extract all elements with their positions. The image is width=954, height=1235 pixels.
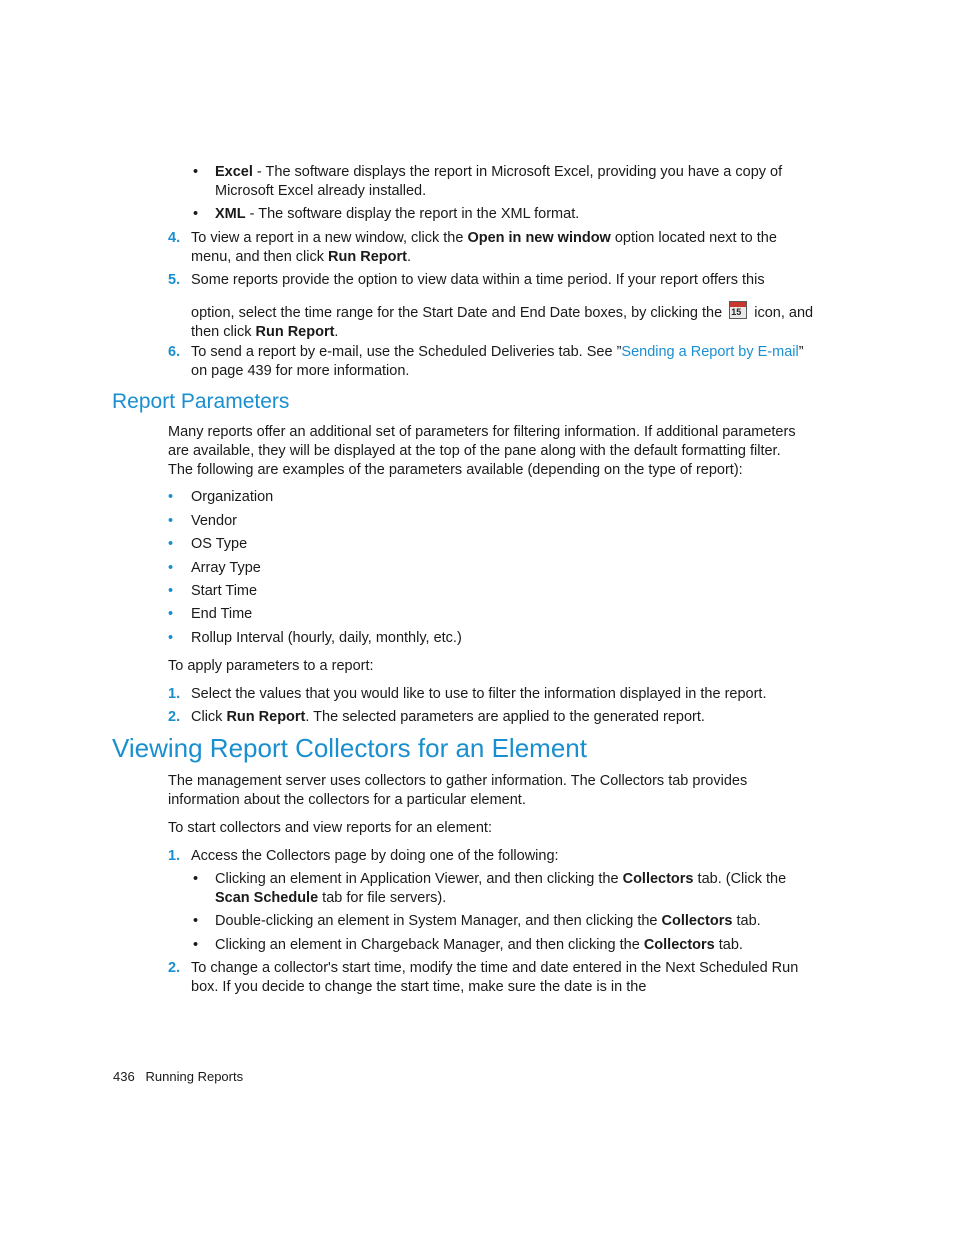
bullet-marker: • [168, 583, 174, 599]
step-number: 1. [168, 848, 181, 864]
calendar-icon[interactable]: 15 [729, 301, 747, 319]
bullet-excel: Excel - The software displays the report in Microsoft Excel, providing you have a copy of Microsoft Excel already installed. [215, 164, 783, 199]
collectors-start-intro: To start collectors and view reports for an element: [168, 820, 492, 836]
bullet-marker: • [168, 489, 174, 505]
step-4: To view a report in a new window, click the Open in new window option located next to the menu, and then click Run Report. [191, 230, 777, 265]
step-number: 6. [168, 344, 181, 360]
apply-parameters-intro: To apply parameters to a report: [168, 658, 374, 674]
section-heading-report-parameters: Report Parameters [112, 390, 290, 413]
bullet-marker: • [193, 164, 199, 180]
collectors-step-1: Access the Collectors page by doing one of the following: [191, 848, 559, 864]
param-item: End Time [191, 606, 253, 622]
footer-section: Running Reports [145, 1069, 244, 1084]
param-step-2: Click Run Report. The selected parameters are applied to the generated report. [191, 709, 705, 725]
bullet-marker: • [168, 536, 174, 552]
collectors-sub-2: Double-clicking an element in System Manager, and then clicking the Collectors tab. [215, 913, 761, 929]
bullet-marker: • [168, 513, 174, 529]
param-item: Array Type [191, 560, 261, 576]
bullet-marker: • [193, 913, 199, 929]
param-item: Organization [191, 489, 274, 505]
section-heading-viewing-collectors: Viewing Report Collectors for an Element [112, 733, 587, 763]
param-item: Start Time [191, 583, 258, 599]
step-number: 4. [168, 230, 181, 246]
collectors-sub-3: Clicking an element in Chargeback Manager, and then clicking the Collectors tab. [215, 937, 743, 953]
step-number: 2. [168, 709, 181, 725]
bullet-marker: • [168, 560, 174, 576]
bullet-marker: • [193, 206, 199, 222]
report-parameters-intro: Many reports offer an additional set of parameters for filtering information. If additional parameters are available, they will be displayed at the top of the pane along with the default formatting filter. The following are examples of the parameters available (depending on the type of report): [168, 424, 796, 478]
step-5-line2: option, select the time range for the Start Date and End Date boxes, by clicking the 15 icon, and then click Run Report. [191, 301, 836, 342]
page-number: 436 [113, 1069, 135, 1084]
bullet-marker: • [168, 606, 174, 622]
step-number: 5. [168, 272, 181, 288]
step-6: To send a report by e-mail, use the Scheduled Deliveries tab. See ”Sending a Report by E-mail” on page 439 for more information. [191, 344, 804, 379]
page-footer [113, 1067, 243, 1086]
step-number: 2. [168, 960, 181, 976]
param-item: Rollup Interval (hourly, daily, monthly, etc.) [191, 630, 462, 646]
bullet-marker: • [168, 630, 174, 646]
bullet-marker: • [193, 937, 199, 953]
param-step-1: Select the values that you would like to use to filter the information displayed in the report. [191, 686, 767, 702]
collectors-sub-1: Clicking an element in Application Viewer, and then clicking the Collectors tab. (Click the Scan Schedule tab for file servers). [215, 871, 787, 906]
step-5: Some reports provide the option to view data within a time period. If your report offers this [191, 272, 765, 288]
step-number: 1. [168, 686, 181, 702]
collectors-intro: The management server uses collectors to gather information. The Collectors tab provides information about the collectors for a particular element. [168, 773, 748, 808]
collectors-step-2: To change a collector's start time, modify the time and date entered in the Next Scheduled Run box. If you decide to change the start time, make sure the date is in the [191, 960, 799, 995]
bullet-marker: • [193, 871, 199, 887]
param-item: OS Type [191, 536, 248, 552]
bullet-xml: XML - The software display the report in the XML format. [215, 206, 580, 222]
link-sending-report-email[interactable]: Sending a Report by E-mail [621, 344, 799, 360]
param-item: Vendor [191, 513, 237, 529]
